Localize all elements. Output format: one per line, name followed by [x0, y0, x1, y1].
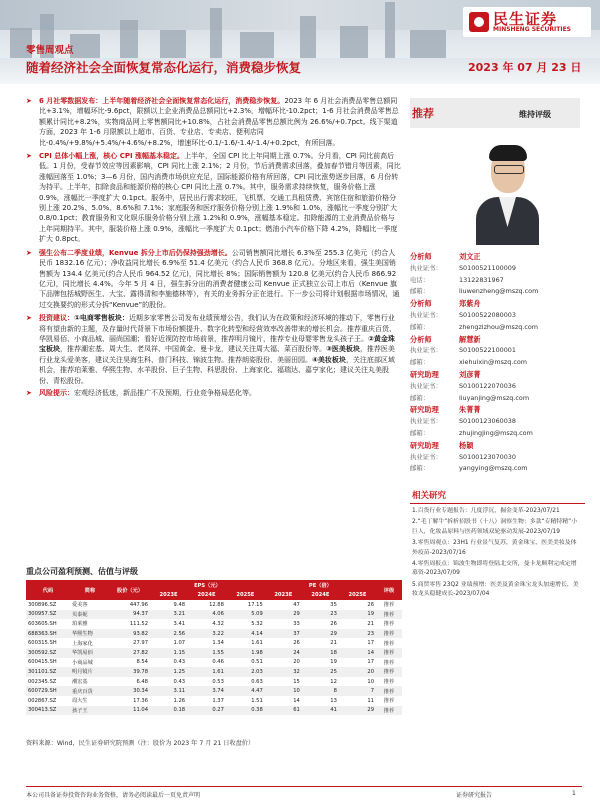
- report-category: 零售周观点: [26, 45, 74, 56]
- phone-label: 电话：: [410, 275, 430, 284]
- table-cell: 301101.SZ: [26, 667, 70, 677]
- table-row: [26, 696, 402, 706]
- analyst-role: 分析师: [410, 252, 432, 261]
- table-cell: 5.32: [251, 620, 263, 627]
- table-cell: 0.53: [212, 678, 224, 685]
- year-header: 2025E: [226, 590, 265, 600]
- column-header: 股价（元）: [110, 580, 150, 600]
- analyst-cert-row: [410, 416, 585, 428]
- arrow-bullet-icon: ➤: [26, 152, 32, 161]
- logo-mark-icon: [469, 12, 489, 32]
- table-cell: 19: [339, 610, 376, 620]
- analyst-email-row: [410, 286, 585, 298]
- photo-hair: [489, 145, 527, 161]
- table-body: [26, 600, 402, 715]
- table-cell: 25: [302, 667, 339, 677]
- table-row: [26, 667, 402, 677]
- paragraph-jnj: [26, 248, 401, 310]
- cert-label: 执业证书：: [410, 417, 442, 426]
- table-cell: 1.34: [212, 640, 224, 647]
- table-row: [26, 648, 402, 658]
- table-cell: 29: [265, 610, 302, 620]
- table-cell: 推荐: [376, 648, 402, 658]
- banner-building: [410, 30, 446, 58]
- company-logo: [463, 7, 591, 37]
- email-label: 邮箱：: [410, 393, 430, 402]
- table-cell: 华凯易佰: [70, 648, 110, 658]
- arrow-bullet-icon: ➤: [26, 314, 32, 323]
- table-cell: 7: [339, 686, 376, 696]
- cert-label: 执业证书：: [410, 381, 442, 390]
- table-cell: 23: [302, 610, 339, 620]
- year-header: 2024E: [187, 590, 226, 600]
- arrow-bullet-icon: ➤: [26, 248, 32, 257]
- report-date: 2023 年 07 月 23 日: [468, 61, 582, 74]
- analyst-role: 研究助理: [410, 369, 439, 379]
- table-cell: 1.61: [251, 640, 263, 647]
- table-cell: 11.04: [110, 706, 150, 716]
- analyst-email-row: [410, 357, 585, 369]
- table-cell: 小商品城: [72, 659, 93, 666]
- analyst-name-row: [410, 369, 585, 381]
- email-address: yangying@mszq.com: [459, 464, 528, 473]
- table-cell: 10: [265, 686, 302, 696]
- table-cell: 3.41: [173, 620, 186, 627]
- table-cell: 珀莱雅: [72, 621, 88, 628]
- table-cell: 17: [367, 659, 374, 666]
- table-cell: 93.82: [110, 629, 150, 639]
- table-cell: 推荐: [383, 621, 395, 628]
- table-row: [26, 629, 402, 639]
- year-header: 2023E: [150, 590, 187, 600]
- analyst-name-row: [410, 334, 585, 346]
- table-cell: 6.48: [136, 678, 148, 685]
- table-cell: 1.55: [187, 648, 226, 658]
- table-row: [26, 677, 402, 687]
- table-cell: 推荐: [383, 659, 395, 666]
- paragraph-text: ，推荐医美行业龙头爱美客，建议关注昊海生科、普门科技、锦波生物。推荐朗姿股份、美丽田园。: [39, 345, 395, 364]
- table-cell: 4.06: [187, 610, 226, 620]
- table-cell: 推荐: [376, 629, 402, 639]
- table-cell: 0.38: [226, 706, 265, 716]
- column-header: PE（倍）: [265, 580, 376, 590]
- banner-building: [160, 30, 186, 58]
- table-cell: 29: [339, 706, 376, 716]
- paragraph-investment: [26, 313, 401, 386]
- recommendation-label: 推荐: [412, 107, 434, 120]
- table-cell: 41: [302, 706, 339, 716]
- analyst-email-row: [410, 393, 585, 405]
- table-cell: 61: [265, 706, 302, 716]
- table-cell: 47: [293, 601, 300, 608]
- page-number: 1: [572, 790, 576, 797]
- paragraph-heading: 6 月社零数据发布：上半年随着经济社会全面恢复常态化运行，消费稳步恢复。: [39, 97, 285, 105]
- cert-number: S0100521100009: [459, 263, 516, 272]
- table-cell: 111.52: [129, 620, 148, 627]
- email-label: 邮箱：: [410, 464, 430, 473]
- table-cell: 爱美客: [72, 602, 88, 609]
- table-cell: 600729.SH: [26, 686, 70, 696]
- table-row: [26, 610, 402, 620]
- related-research-item[interactable]: 1.百货行业专题报告：几度浮沉，掘金变革-2023/07/21: [412, 508, 560, 514]
- sector-label: ②黄金珠宝板块: [39, 334, 395, 354]
- analyst-phone-row: [410, 275, 585, 287]
- header-banner: [0, 0, 600, 84]
- table-cell: 4.32: [212, 620, 224, 627]
- analyst-role: 分析师: [410, 334, 432, 344]
- column-header: 代码: [26, 580, 70, 600]
- analyst-name-row: [410, 251, 585, 263]
- table-cell: 11: [367, 697, 374, 704]
- table-cell: 8.54: [136, 659, 148, 666]
- analyst-cert-row: [410, 310, 585, 322]
- table-cell: 3.22: [187, 629, 226, 639]
- paragraph-risk: [26, 388, 401, 398]
- cert-label: 执业证书：: [410, 263, 442, 272]
- year-header: 2025E: [339, 590, 376, 600]
- table-cell: 600315.SH: [28, 640, 57, 647]
- table-cell: 重庆百货: [70, 686, 110, 696]
- cert-number: S0100522100001: [459, 346, 516, 355]
- table-cell: 3.11: [150, 686, 187, 696]
- table-cell: 1.15: [150, 648, 187, 658]
- table-cell: 26: [293, 640, 300, 647]
- related-research-item[interactable]: 3.零售周观点：23H1 行业景气复苏，黄金珠宝、医美美妆及体外疫苗-2023/07/16: [412, 540, 577, 556]
- table-cell: 35: [330, 601, 337, 608]
- table-row: [26, 686, 402, 696]
- cert-number: S0100123070030: [459, 452, 516, 461]
- table-row: [26, 706, 402, 716]
- table-cell: 2.56: [150, 629, 187, 639]
- table-cell: 12.88: [209, 601, 224, 608]
- table-cell: 推荐: [383, 602, 395, 609]
- paragraph-text: 上半年，全国 CPI 比上年同期上涨 0.7%。分月看，CPI 同比前高后低。1 月份，受春节效应等因素影响，CPI 同比上涨 2.1%；2 月份，节后消费需求回落，叠加春节错月等因素，同比涨幅回落至 1.0%；3—6 月份，国内消费市场供应充足，国际能源价格有所回落，CPI 同比涨势逐步回落，6 月份转为持平。上半年，扣除食品和能源价格的核心 CPI 同比上涨 0.7%。其中，服务需求持续恢复，服务价格上涨 0.9%，涨幅比一季度扩大 0.1pct。服务中，居民出行需求较旺，飞机票、交通工具租赁费、宾馆住宿和旅游价格分别上涨 20.2%、5.0%、8.6%和 7.1%；家庭服务和医疗服务价格分别上涨 1.9%和 1.0%，涨幅比一季度分别扩大 0.8/0.1pct；教育服务和文化娱乐服务价格分别上涨 1.2%和 0.9%，涨幅基本稳定。扣除能源的工业消费品价格与上年同期持平。其中，服装价格上涨 0.9%，涨幅比一季度扩大 0.1pct；燃油小汽车价格下降 4.2%，降幅比一季度扩大 0.8pct。: [39, 152, 401, 244]
- paragraph-heading: 强生公布二季度业绩，Kenvue 拆分上市后仍保持强劲增长。: [39, 248, 232, 257]
- paragraph-text: 宏观经济低迷，新品推广不及预期，行业竞争格局恶化等。: [74, 388, 256, 397]
- analyst-name: 刘彦菁: [459, 369, 481, 379]
- cert-label: 执业证书：: [410, 346, 442, 355]
- table-cell: 37: [265, 629, 302, 639]
- table-cell: 9.48: [173, 601, 186, 608]
- cert-label: 执业证书：: [410, 452, 442, 461]
- year-header: 2024E: [302, 590, 339, 600]
- table-cell: 600415.SH: [28, 659, 57, 666]
- table-cell: 33: [293, 620, 300, 627]
- cert-label: 执业证书：: [410, 310, 442, 319]
- main-content: [26, 96, 401, 400]
- analyst-name-row: [410, 298, 585, 310]
- paragraph-text: ，推荐潮宏基、周大生、老凤祥、中国黄金、曼卡龙，建议关注周大福、菜百股份等。: [60, 345, 326, 354]
- table-cell: 300896.SZ: [28, 601, 57, 608]
- table-cell: 1.26: [173, 697, 186, 704]
- table-cell: 13: [330, 697, 337, 704]
- table-cell: 推荐: [376, 686, 402, 696]
- table-cell: 300957.SZ: [26, 610, 70, 620]
- table-cell: 002345.SZ: [28, 678, 57, 685]
- table-cell: 10: [367, 678, 374, 685]
- related-research-list: [412, 507, 580, 602]
- table-cell: 0.51: [251, 659, 263, 666]
- table-cell: 推荐: [383, 679, 395, 686]
- table-cell: 20: [293, 659, 300, 666]
- banner-building: [385, 2, 395, 58]
- sector-label: ①电商零售板块：: [74, 314, 129, 323]
- email-address: zhengzizhou@mszq.com: [459, 322, 538, 331]
- email-label: 邮箱：: [410, 287, 430, 296]
- table-cell: 20: [339, 667, 376, 677]
- table-row: [26, 638, 402, 648]
- table-cell: 688363.SH: [26, 629, 70, 639]
- table-cell: 周大生: [72, 698, 88, 705]
- related-research-title: 相关研究: [412, 491, 447, 501]
- logo-text-en: MINSHENG SECURITIES: [493, 26, 571, 33]
- table-cell: 0.43: [173, 659, 186, 666]
- sector-label: ③医美板块: [326, 345, 360, 354]
- table-cell: 1.98: [226, 648, 265, 658]
- table-header-row: [26, 580, 402, 590]
- table-cell: 23: [339, 629, 376, 639]
- cert-number: S0100123060038: [459, 417, 516, 426]
- sector-label: ④美妆板块: [312, 355, 346, 364]
- table-cell: 0.46: [212, 659, 224, 666]
- paragraph-retail-data: [26, 96, 401, 148]
- email-label: 邮箱：: [410, 428, 430, 437]
- table-cell: 300592.SZ: [26, 648, 70, 658]
- table-cell: 1.25: [150, 667, 187, 677]
- analyst-cert-row: [410, 381, 585, 393]
- phone-number: 13122831967: [459, 275, 504, 284]
- table-cell: 上海家化: [72, 640, 93, 647]
- table-cell: 0.27: [187, 706, 226, 716]
- email-address: zhujingjing@mszq.com: [459, 428, 533, 437]
- banner-building: [340, 26, 368, 58]
- analyst-cert-row: [410, 345, 585, 357]
- paragraph-text: 公司销售额同比增长 6.3%至 255.3 亿美元（约合人民币 1832.16 亿元）；净收益同比增长 6.9%至 51.4 亿美元（约合人民币 368.8 亿元）。分地区来看，强生美国销售额为 134.4 亿美元(约合人民币 964.52 亿元)，同比增长 8%；国际销售额为 120.8 亿美元(约合人民币 866.92 亿元)，同比增长 4.4%。今年 5 月 4 日，强生拆分出的消费者健康公司 Kenvue 正式独立公司上市后（Kenvue 旗下品牌包括城野医生、大宝、露得清和李施德林等），有关的业务拆分正在进行。下一步公司将计划根据市场情况，通过交换要约的形式分拆“Kenvue”的股份。: [39, 248, 400, 309]
- banner-building: [210, 8, 222, 58]
- table-cell: 18: [302, 648, 339, 658]
- paragraph-text: 近期多家零售公司发布业绩预增公告，我们认为在政策和经济环境的推动下，零售行业将有望由新的主题，及存量时代背景下市场份额提升、数字化转型和经营效率改善带来的增长机会。推荐重庆百货、华凯易佰、小商品城、丽尚国潮；看好近视防控市场前景，推荐明月镜片，推荐专业母婴零售龙头孩子王。: [39, 314, 396, 343]
- footer-divider: [26, 786, 582, 787]
- table-cell: 002867.SZ: [28, 697, 57, 704]
- analyst-name: 刘文正: [459, 252, 481, 261]
- table-cell: 8: [302, 686, 339, 696]
- table-row: [26, 600, 402, 610]
- table-cell: 447.96: [129, 601, 148, 608]
- analyst-name: 朱菁菁: [459, 405, 481, 415]
- table-cell: 300413.SZ: [26, 706, 70, 716]
- table-cell: 推荐: [376, 706, 402, 716]
- table-cell: 39.78: [110, 667, 150, 677]
- table-cell: 26: [330, 620, 337, 627]
- paragraph-text: ，关注底部区域机会，推荐珀莱雅、华熙生物、水羊股份、巨子生物、科思股份、上海家化、福瑞达、嘉亨家化；建议关注丸美股份、青松股份。: [39, 355, 395, 385]
- table-cell: 14: [339, 648, 376, 658]
- table-row: [26, 658, 402, 668]
- analyst-photo: [470, 135, 545, 245]
- email-label: 邮箱：: [410, 322, 430, 331]
- table-cell: 孩子王: [70, 706, 110, 716]
- table-cell: 21: [367, 620, 374, 627]
- table-cell: 潮宏基: [72, 679, 88, 686]
- table-cell: 3.74: [187, 686, 226, 696]
- related-research-item[interactable]: 4.零售周报点：锦波生物即将登陆北交所，曼卡龙顺利完成定增募资-2023/07/09: [412, 561, 577, 577]
- related-research-item[interactable]: 2.“毛丁解牛”拆析招股书（十八）洞察生物：多款“专精特精”小巨人，化妆品原料与医药领域双轮驱动发展-2023/07/19: [412, 519, 578, 535]
- forecast-table: [26, 580, 402, 715]
- table-cell: 15: [293, 678, 300, 685]
- banner-building: [240, 32, 274, 58]
- column-header: EPS（元）: [150, 580, 265, 590]
- table-cell: 贝泰妮: [70, 610, 110, 620]
- table-cell: 21: [330, 640, 337, 647]
- table-cell: 603605.SH: [28, 620, 57, 627]
- footer-label: 证券研究报告: [456, 792, 493, 799]
- table-cell: 27.82: [110, 648, 150, 658]
- table-cell: 1.37: [212, 697, 224, 704]
- table-cell: 30.34: [110, 686, 150, 696]
- table-cell: 14: [293, 697, 300, 704]
- analyst-name-row: [410, 440, 585, 452]
- table-cell: 94.37: [110, 610, 150, 620]
- table-cell: 29: [302, 629, 339, 639]
- analyst-name: 解慧新: [459, 334, 481, 344]
- rating-label: 维持评级: [519, 110, 551, 119]
- analyst-role: 研究助理: [410, 440, 439, 450]
- table-cell: 32: [265, 667, 302, 677]
- analyst-email-row: [410, 428, 585, 440]
- table-row: [26, 619, 402, 629]
- related-research-item[interactable]: 5.商贸零售 23Q2 业绩预增：医美及黄金珠宝龙头加速增长，美妆龙头稳健成长-2023/07/04: [412, 581, 579, 598]
- table-cell: 推荐: [383, 640, 395, 647]
- logo-text-cn: 民生证券: [493, 10, 558, 28]
- table-cell: 3.21: [150, 610, 187, 620]
- table-title: 重点公司盈利预测、估值与评级: [26, 567, 138, 576]
- photo-glasses: [494, 165, 524, 174]
- table-cell: 17: [367, 640, 374, 647]
- table-cell: 17.15: [247, 601, 263, 608]
- paragraph-heading: 风险提示：: [39, 388, 74, 397]
- analyst-name: 杨颖: [459, 440, 474, 450]
- rating-bar: [410, 98, 580, 128]
- table-cell: 27.97: [133, 640, 148, 647]
- column-header: 简称: [70, 580, 110, 600]
- table-cell: 2.03: [226, 667, 265, 677]
- arrow-bullet-icon: ➤: [26, 388, 32, 397]
- table-cell: 推荐: [376, 610, 402, 620]
- year-header: 2023E: [265, 590, 302, 600]
- table-cell: 1.51: [251, 697, 263, 704]
- report-title: 随着经济社会全面恢复常态化运行，消费稳步恢复: [26, 60, 302, 75]
- analyst-email-row: [410, 463, 585, 475]
- column-header: 评级: [376, 580, 402, 600]
- analyst-cert-row: [410, 452, 585, 464]
- cert-number: S0100522080003: [459, 310, 516, 319]
- table-cell: 推荐: [376, 667, 402, 677]
- table-cell: 26: [367, 601, 374, 608]
- analyst-list: [410, 251, 585, 475]
- banner-building: [120, 20, 138, 58]
- table-cell: 19: [330, 659, 337, 666]
- table-cell: 5.09: [226, 610, 265, 620]
- table-cell: 0.63: [251, 678, 263, 685]
- table-cell: 1.61: [187, 667, 226, 677]
- table-cell: 4.14: [226, 629, 265, 639]
- table-cell: 24: [265, 648, 302, 658]
- paragraph-heading: CPI 总体小幅上涨，核心 CPI 涨幅基本稳定。: [39, 152, 185, 161]
- table-cell: 12: [330, 678, 337, 685]
- cert-number: S0100122070036: [459, 381, 516, 390]
- banner-building: [300, 16, 316, 58]
- email-label: 邮箱：: [410, 358, 430, 367]
- analyst-name-row: [410, 404, 585, 416]
- email-address: liuwenzheng@mszq.com: [459, 287, 539, 296]
- paragraph-text: 2023 年 6 月社会消费品零售总额同比+3.1%，增幅环比-9.6pct，限额以上企业消费品总额同比+2.3%，增幅环比-10.2pct；1-6 月社会消费品零售总额累计同比+8.2%，实物商品网上零售额同比+10.8%，占社会消费品零售总额比例为 26.6%/+0.7pct。线下渠道方面，2023 年 1-6 月限额以上超市、百货、专业店、专卖店、便利店同比-0.4%/+9.8%/+5.4%/+4.6%/+8.2%，增速环比-0.1/-1.6/-1.4/-1.4/+0.2pct，有所回落。: [39, 97, 399, 147]
- table-cell: 17.36: [133, 697, 148, 704]
- analyst-email-row: [410, 322, 585, 334]
- table-cell: 0.18: [150, 706, 187, 716]
- email-address: liuyanjing@mszq.com: [459, 393, 530, 402]
- paragraph-heading: 投资建议：: [39, 314, 74, 323]
- table-cell: 华熙生物: [70, 629, 110, 639]
- table-cell: 1.07: [173, 640, 186, 647]
- analyst-role: 分析师: [410, 299, 432, 309]
- analyst-role: 研究助理: [410, 405, 439, 415]
- table-cell: 明月镜片: [70, 667, 110, 677]
- table-cell: 0.43: [173, 678, 186, 685]
- arrow-bullet-icon: ➤: [26, 97, 32, 105]
- banner-building: [70, 34, 100, 58]
- table-cell: 推荐: [383, 698, 395, 705]
- paragraph-cpi: [26, 151, 401, 245]
- email-address: xiehuixin@mszq.com: [459, 358, 528, 367]
- analyst-name: 郑紫舟: [459, 299, 481, 309]
- footer-disclaimer: 本公司具备证券投资咨询业务资格，请务必阅读最后一页免责声明: [26, 792, 201, 799]
- table-source-note: 资料来源：Wind，民生证券研究院预测（注：股价为 2023 年 7 月 21 日收盘价）: [26, 740, 255, 747]
- analyst-cert-row: [410, 263, 585, 275]
- table-cell: 4.47: [226, 686, 265, 696]
